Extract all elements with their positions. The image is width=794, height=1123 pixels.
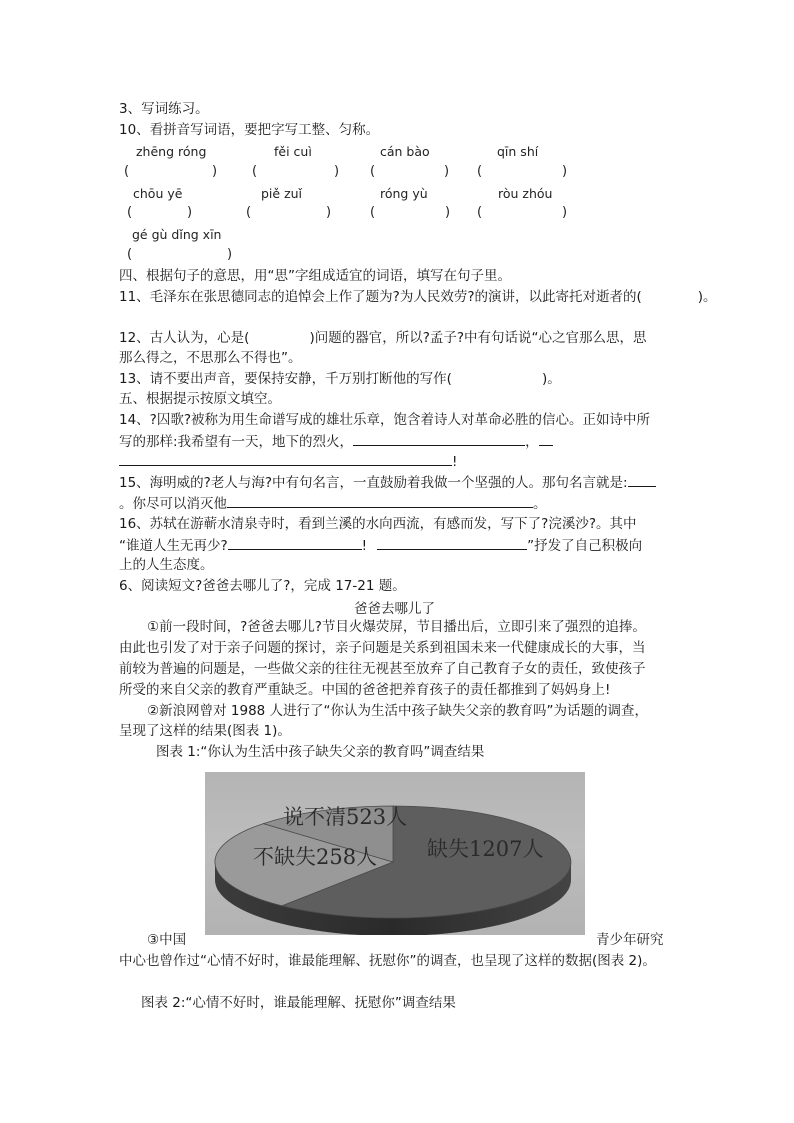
answer-box-open[interactable]: (: [370, 205, 376, 220]
question-12-cont: 那么得之，不思那么不得也”。: [119, 350, 302, 366]
blank-line[interactable]: [628, 473, 656, 487]
figure-2-caption: 图表 2:“心情不好时，谁最能理解、抚慰你”调查结果: [141, 995, 456, 1011]
paragraph-1-line-4: 所受的来自父亲的教育严重缺乏。中国的爸爸把养育孩子的责任都推到了妈妈身上!: [119, 682, 611, 698]
pie-label-unclear: 说不清523人: [283, 805, 408, 829]
answer-box-close: ): [187, 205, 193, 220]
paragraph-1-line-1: ①前一段时间，?爸爸去哪儿?节目火爆荧屏，节目播出后，立即引来了强烈的追捧。: [147, 619, 646, 635]
passage-title: 爸爸去哪儿了: [354, 601, 435, 617]
answer-box-close: ): [227, 247, 233, 262]
pinyin-2-4: ròu zhóu: [498, 186, 553, 201]
answer-box-open[interactable]: (: [252, 164, 258, 179]
blank-line[interactable]: [353, 432, 525, 446]
paragraph-3-line-1a: ③中国: [147, 932, 187, 948]
pie-label-not-lacking: 不缺失258人: [253, 845, 378, 869]
answer-box-close: ): [562, 205, 568, 220]
answer-box-close: ): [562, 164, 568, 179]
answer-box-open[interactable]: (: [477, 205, 483, 220]
pinyin-2-2: piě zuǐ: [261, 186, 303, 201]
paragraph-1-line-2: 由此也引发了对于亲子问题的探讨，亲子问题是关系到祖国未来一代健康成长的大事，当: [119, 640, 646, 656]
question-14: 14、?囚歌?被称为用生命谱写成的雄壮乐章，饱含着诗人对革命必胜的信心。正如诗中所: [119, 412, 651, 428]
pinyin-1-4: qīn shí: [497, 144, 539, 159]
section-3-heading: 3、写词练习。: [119, 101, 209, 117]
section-4-heading: 四、根据句子的意思，用“思”字组成适宜的词语，填写在句子里。: [119, 268, 511, 284]
question-14-cont2: !: [119, 452, 457, 471]
answer-box-open[interactable]: (: [477, 164, 483, 179]
answer-box-open[interactable]: (: [370, 164, 376, 179]
answer-box-close: ): [444, 164, 450, 179]
pinyin-1-1: zhēng róng: [136, 144, 207, 159]
answer-box-open[interactable]: (: [124, 164, 130, 179]
question-15-cont: 。你尽可以消灭他 。: [119, 496, 547, 512]
answer-box-close: ): [326, 205, 332, 220]
paragraph-3-line-2: 中心也曾作过“心情不好时，谁最能理解、抚慰你”的调查，也呈现了这样的数据(图表 2)。: [119, 953, 656, 969]
question-16-cont: “谁道人生无再少? ! ”抒发了自己积极向: [119, 538, 643, 554]
pie-chart-photo: [205, 772, 585, 935]
question-12: 12、古人认为，心是( )问题的器官，所以?孟子?中有句话说“心之官那么思，思: [119, 330, 647, 346]
pinyin-2-1: chōu yē: [133, 186, 183, 201]
answer-box-close: ): [212, 164, 218, 179]
question-11: 11、毛泽东在张思德同志的追悼会上作了题为?为人民效劳?的演讲，以此寄托对逝者的( )。: [119, 289, 717, 305]
question-16: 16、苏轼在游蕲水清泉寺时，看到兰溪的水向西流，有感而发，写下了?浣溪沙?。其中: [119, 516, 637, 532]
paragraph-3-line-1b: 青少年研究: [596, 932, 664, 948]
answer-box-open[interactable]: (: [127, 205, 133, 220]
pinyin-2-3: róng yù: [380, 186, 428, 201]
answer-box-close: ): [334, 164, 340, 179]
answer-box-close: ): [445, 205, 451, 220]
blank-line[interactable]: [377, 536, 527, 550]
paragraph-2-line-1: ②新浪网曾对 1988 人进行了“你认为生活中孩子缺失父亲的教育吗”为话题的调查，: [147, 703, 649, 719]
question-15: 15、海明威的?老人与海?中有句名言，一直鼓励着我做一个坚强的人。那句名言就是:: [119, 473, 656, 492]
blank-line[interactable]: [539, 432, 553, 446]
pinyin-1-2: fěi cuì: [274, 144, 312, 159]
pinyin-1-3: cán bào: [380, 144, 430, 159]
section-6-heading: 6、阅读短文?爸爸去哪儿了?，完成 17-21 题。: [119, 578, 406, 594]
blank-line[interactable]: [228, 536, 362, 550]
question-14-cont: 写的那样:我希望有一天，地下的烈火， ，: [119, 432, 553, 451]
question-13: 13、请不要出声音，要保持安静，千万别打断他的写作( )。: [119, 371, 561, 387]
paragraph-1-line-3: 前较为普遍的问题是，一些做父亲的往往无视甚至放弃了自己教育子女的责任，致使孩子: [119, 661, 646, 677]
answer-box-open[interactable]: (: [127, 247, 133, 262]
pie-label-lacking: 缺失1207人: [427, 837, 544, 861]
answer-box-open[interactable]: (: [246, 205, 252, 220]
section-5-heading: 五、根据提示按原文填空。: [119, 391, 281, 407]
figure-1-caption: 图表 1:“你认为生活中孩子缺失父亲的教育吗”调查结果: [156, 744, 485, 760]
pinyin-3-1: gé gù dǐng xīn: [132, 227, 222, 242]
blank-line[interactable]: [119, 452, 452, 466]
question-10: 10、看拼音写词语，要把字写工整、匀称。: [119, 122, 380, 138]
question-16-cont2: 上的人生态度。: [119, 557, 214, 573]
pie-chart: [205, 772, 585, 935]
paragraph-2-line-2: 呈现了这样的结果(图表 1)。: [119, 723, 291, 739]
blank-line[interactable]: [227, 494, 533, 508]
